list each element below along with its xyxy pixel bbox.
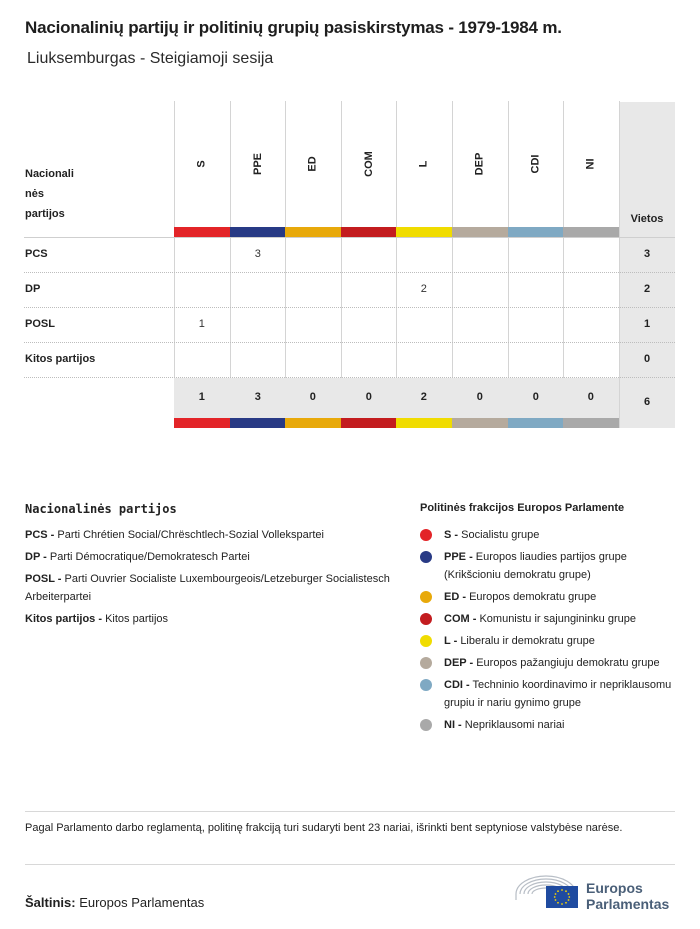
color-bar-com (341, 227, 397, 237)
column-header-dep: DEP (473, 152, 486, 176)
row-header-label: Nacionali nės partijos (25, 168, 74, 220)
row-label-posl: POSL (25, 318, 55, 330)
color-bar-ed (285, 418, 341, 428)
color-bar-ni (563, 418, 619, 428)
divider (25, 811, 675, 812)
divider (25, 864, 675, 865)
column-header-com: COM (362, 151, 375, 177)
color-bar-s (174, 227, 230, 237)
vietos-column-bg (619, 102, 675, 428)
legend-item: DEP - Europos pažangiuju demokratu grupe (420, 654, 680, 672)
color-bar-ppe (230, 227, 286, 237)
row-total: 3 (643, 248, 651, 260)
legend-item: POSL - Parti Ouvrier Socialiste Luxembourgeois/Letzeburger Socialistesch Arbeiterpartei (25, 573, 390, 603)
color-dot-icon (420, 591, 432, 603)
source-line: Šaltinis: Europos Parlamentas (25, 895, 205, 910)
color-dot-icon (420, 719, 432, 731)
color-bar-ed (285, 227, 341, 237)
political-groups-legend (420, 526, 680, 738)
color-bar-ni (563, 227, 619, 237)
color-bar-dep (452, 418, 508, 428)
header-divider (24, 237, 675, 238)
row-label-kitos: Kitos partijos (25, 353, 96, 365)
grid-line (619, 101, 620, 428)
color-bar-cdi (508, 418, 564, 428)
legend-item: ED - Europos demokratu grupe (420, 588, 680, 606)
color-bar-s (174, 418, 230, 428)
table-cell: 2 (420, 283, 427, 295)
color-dot-icon (420, 551, 432, 563)
logo-text: Europos Parlamentas (586, 880, 670, 912)
column-total: 0 (365, 391, 372, 403)
column-header-ni: NI (584, 158, 597, 170)
row-divider (24, 342, 675, 343)
column-total: 0 (476, 391, 483, 403)
legend-item: NI - Nepriklausomi nariai (420, 716, 680, 734)
hemicycle-eu-flag-icon (514, 872, 580, 912)
seat-distribution-table (0, 0, 700, 440)
legend-item: PCS - Parti Chrétien Social/Chrëschtlech-Sozial Vollekspartei (25, 529, 324, 541)
color-dot-icon (420, 657, 432, 669)
legend-item: DP - Parti Démocratique/Demokratesch Partei (25, 551, 250, 563)
row-label-dp: DP (25, 283, 41, 295)
color-bar-dep (452, 227, 508, 237)
column-total: 1 (198, 391, 205, 403)
row-label-pcs: PCS (25, 248, 48, 260)
column-total: 0 (532, 391, 539, 403)
color-dot-icon (420, 529, 432, 541)
color-bar-ppe (230, 418, 286, 428)
color-dot-icon (420, 679, 432, 691)
legend-item: S - Socialistu grupe (420, 526, 680, 544)
row-total: 2 (643, 283, 651, 295)
column-total: 3 (254, 391, 261, 403)
column-header-ed: ED (306, 156, 319, 172)
political-groups-legend-title: Politinės frakcijos Europos Parlamente (420, 502, 625, 514)
row-total: 0 (643, 353, 651, 365)
color-bar-l (396, 418, 452, 428)
national-parties-legend-title: Nacionalinės partijos (25, 502, 177, 516)
color-dot-icon (420, 635, 432, 647)
column-total: 0 (309, 391, 316, 403)
table-cell: 1 (198, 318, 205, 330)
legend-item: CDI - Techninio koordinavimo ir nepriklausomu grupiu ir nariu gynimo grupe (420, 676, 680, 712)
column-total: 2 (420, 391, 427, 403)
row-divider (24, 307, 675, 308)
column-total: 0 (587, 391, 594, 403)
chart-title: Nacionalinių partijų ir politinių grupių pasiskirstymas - 1979-1984 m. (25, 18, 562, 37)
column-header-l: L (417, 160, 430, 168)
legend-item: PPE - Europos liaudies partijos grupe (Krikšcioniu demokratu grupe) (420, 548, 680, 584)
footnote: Pagal Parlamento darbo reglamentą, politinę frakciją turi sudaryti bent 23 nariai, išrinkti bent septyniose valstybėse narėse. (25, 822, 623, 834)
legend-item: L - Liberalu ir demokratu grupe (420, 632, 680, 650)
column-header-vietos: Vietos (630, 213, 664, 225)
color-bar-cdi (508, 227, 564, 237)
chart-subtitle: Liuksemburgas - Steigiamoji sesija (27, 50, 274, 67)
color-bar-l (396, 227, 452, 237)
legend-item: Kitos partijos - Kitos partijos (25, 613, 169, 625)
row-divider (24, 272, 675, 273)
national-parties-legend (25, 526, 395, 632)
european-parliament-logo (514, 872, 679, 912)
color-bar-com (341, 418, 397, 428)
column-header-cdi: CDI (529, 154, 542, 174)
column-header-s: S (195, 160, 208, 168)
row-total: 1 (643, 318, 651, 330)
color-dot-icon (420, 613, 432, 625)
table-cell: 3 (254, 248, 261, 260)
grand-total: 6 (643, 396, 651, 408)
legend-item: COM - Komunistu ir sajungininku grupe (420, 610, 680, 628)
column-header-ppe: PPE (251, 152, 264, 176)
